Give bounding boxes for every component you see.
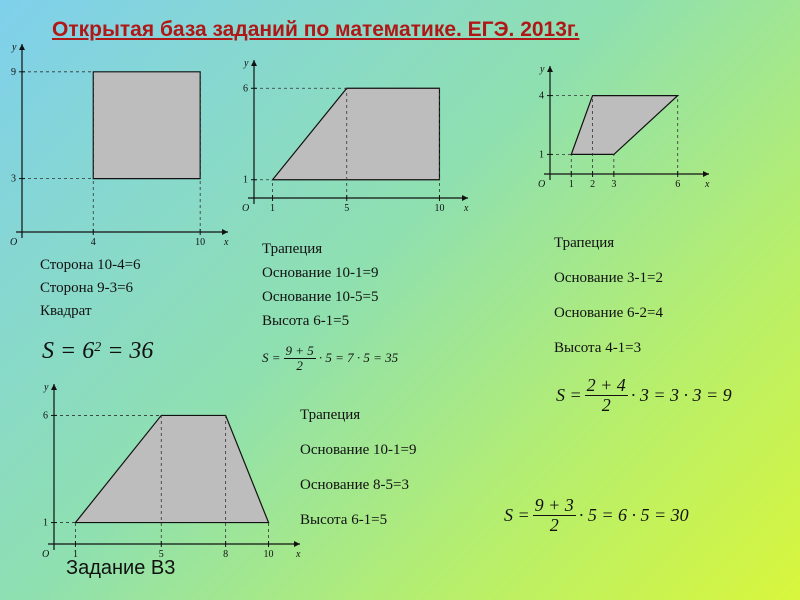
page-title: Открытая база заданий по математике. ЕГЭ. 2013г. xyxy=(52,18,580,41)
figure-shape xyxy=(75,415,268,522)
text-line: Основание 10-1=9 xyxy=(300,442,417,458)
denominator: 2 xyxy=(296,357,303,373)
formula-exponent: 2 xyxy=(94,339,102,355)
text-line: Сторона 10-4=6 xyxy=(40,257,141,273)
y-tick-label: 6 xyxy=(43,410,48,422)
x-axis-label: x xyxy=(296,549,301,560)
x-tick-label: 6 xyxy=(675,179,681,190)
formula-lhs: S = xyxy=(556,384,582,405)
y-axis-arrow xyxy=(19,44,25,50)
formula-square xyxy=(42,338,153,365)
task-caption: Задание В3 xyxy=(66,557,176,579)
figure-shape xyxy=(93,72,200,179)
y-axis-arrow xyxy=(51,384,57,390)
origin-label: O xyxy=(242,203,250,214)
origin-label: O xyxy=(42,549,50,560)
block-trapezoid-2 xyxy=(554,236,663,356)
figure-shape xyxy=(273,88,440,179)
formula-lhs: S = xyxy=(504,504,530,525)
text-line: Трапеция xyxy=(300,407,361,423)
formula-trapezoid-1 xyxy=(262,344,398,372)
fraction xyxy=(585,376,628,415)
denominator: 2 xyxy=(601,394,611,415)
text-line: Трапеция xyxy=(262,241,323,257)
graph-trapezoid-3 xyxy=(32,380,304,562)
x-tick-label: 10 xyxy=(263,549,274,560)
text-line: Сторона 9-3=6 xyxy=(40,280,134,296)
text-line: Основание 10-5=5 xyxy=(262,289,379,305)
x-tick-label: 10 xyxy=(434,203,445,214)
text-line: Основание 8-5=3 xyxy=(300,477,409,493)
graph-trapezoid-1 xyxy=(232,56,472,216)
x-axis-label: x xyxy=(705,179,710,190)
x-tick-label: 8 xyxy=(223,549,229,560)
x-axis-arrow xyxy=(462,195,468,201)
x-tick-label: 1 xyxy=(72,549,78,560)
text-line: Основание 3-1=2 xyxy=(554,270,663,286)
numerator: 9 + 5 xyxy=(285,343,314,358)
numerator: 2 + 4 xyxy=(586,375,626,395)
formula-rhs: · 3 = 3 · 3 = 9 xyxy=(630,384,732,405)
y-axis-arrow xyxy=(251,60,257,66)
y-tick-label: 9 xyxy=(11,66,16,78)
x-tick-label: 3 xyxy=(611,179,617,190)
text-line: Трапеция xyxy=(554,235,615,251)
block-trapezoid-3 xyxy=(300,408,416,528)
origin-label: O xyxy=(10,237,18,248)
graph-square xyxy=(0,40,232,250)
y-tick-label: 6 xyxy=(243,83,248,95)
text-line: Высота 6-1=5 xyxy=(300,512,388,528)
y-tick-label: 1 xyxy=(539,149,544,161)
text-line: Основание 6-2=4 xyxy=(554,305,663,321)
text-line: Квадрат xyxy=(40,303,92,319)
block-square xyxy=(40,258,141,319)
x-axis-arrow xyxy=(222,229,228,235)
formula-rhs: = 36 xyxy=(101,338,154,364)
numerator: 9 + 3 xyxy=(534,495,574,515)
denominator: 2 xyxy=(549,514,559,535)
formula-trapezoid-3 xyxy=(504,496,689,535)
graph-trapezoid-2 xyxy=(528,62,713,192)
formula-rhs: · 5 = 6 · 5 = 30 xyxy=(578,504,689,525)
y-axis-arrow xyxy=(547,66,553,72)
formula-rhs: · 5 = 7 · 5 = 35 xyxy=(318,350,399,366)
text-line: Высота 6-1=5 xyxy=(262,313,350,329)
text-line: Основание 10-1=9 xyxy=(262,265,379,281)
y-tick-label: 3 xyxy=(11,173,16,185)
x-axis-arrow xyxy=(294,541,300,547)
x-tick-label: 1 xyxy=(568,179,574,190)
y-axis-label: y xyxy=(244,58,249,69)
fraction xyxy=(284,344,316,372)
y-tick-label: 4 xyxy=(539,90,544,102)
x-tick-label: 5 xyxy=(158,549,164,560)
x-axis-label: x xyxy=(464,203,469,214)
y-tick-label: 1 xyxy=(43,517,48,529)
origin-label: O xyxy=(538,179,546,190)
y-axis-label: y xyxy=(44,382,49,393)
y-tick-label: 1 xyxy=(243,174,248,186)
x-tick-label: 2 xyxy=(590,179,596,190)
x-axis-arrow xyxy=(703,171,709,177)
y-axis-label: y xyxy=(540,64,545,75)
text-line: Высота 4-1=3 xyxy=(554,340,642,356)
fraction xyxy=(533,496,576,535)
formula-lhs: S = 6 xyxy=(42,338,95,364)
block-trapezoid-1 xyxy=(262,242,378,329)
formula-trapezoid-2 xyxy=(556,376,732,415)
x-tick-label: 1 xyxy=(270,203,276,214)
x-tick-label: 10 xyxy=(195,237,206,248)
formula-lhs: S = xyxy=(262,350,281,366)
x-tick-label: 5 xyxy=(344,203,350,214)
x-tick-label: 4 xyxy=(90,237,96,248)
y-axis-label: y xyxy=(12,42,17,53)
figure-shape xyxy=(571,96,677,155)
x-axis-label: x xyxy=(224,237,229,248)
